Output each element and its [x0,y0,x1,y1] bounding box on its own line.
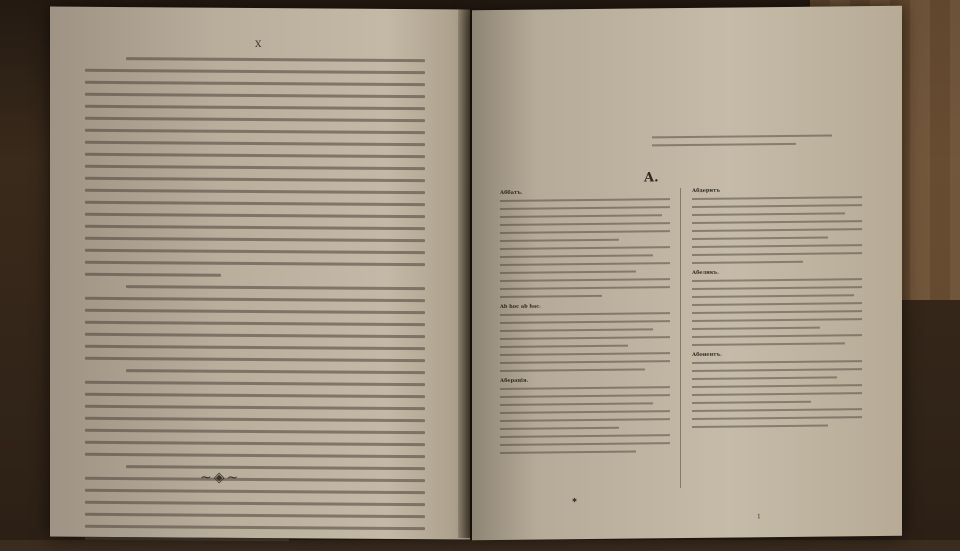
text-line [500,402,653,406]
text-line [85,153,425,158]
text-line [692,416,862,420]
text-line [126,285,425,290]
text-line [85,477,425,482]
text-line [692,318,862,322]
entry-headword: Абеликъ. [692,269,720,276]
text-line [126,369,425,374]
text-line [85,249,425,254]
text-line [85,273,221,277]
text-line [500,427,619,430]
text-line [692,401,811,404]
text-line [692,327,820,330]
ornament-divider: ~◈~ [200,469,241,486]
text-line [500,394,670,398]
text-line [692,376,837,380]
text-line [85,429,425,434]
text-line [500,360,670,364]
left-page-text [85,57,425,551]
text-line [500,246,670,250]
text-line [85,525,425,530]
column-divider [680,188,681,488]
left-page [50,7,470,540]
text-line [692,244,862,248]
open-book [40,8,940,543]
entry-headword: Аббатъ. [500,189,523,196]
text-line [500,418,670,422]
text-line [500,451,636,454]
text-line [692,220,862,224]
text-line [85,261,425,266]
text-line [500,198,670,202]
text-line [500,254,653,258]
text-line [692,342,845,346]
text-line [500,328,653,332]
text-line [85,81,425,86]
text-line [692,425,828,428]
text-line [85,225,425,230]
dictionary-column-right [692,186,862,434]
text-line [500,222,670,226]
text-line [500,336,670,340]
page-number: 1 [757,513,761,521]
text-line [85,141,425,146]
entry-headword: Абонентъ. [692,351,722,358]
text-line [85,309,425,314]
right-page [472,6,902,541]
text-line [126,465,425,470]
text-line [500,278,670,282]
entry-headword: Абдеритъ [692,187,721,194]
text-line [85,237,425,242]
entry-headword: Аберацiя. [500,377,529,384]
text-line [85,201,425,206]
text-line [500,312,670,316]
text-line [500,206,670,210]
text-line [85,501,425,506]
text-line [652,143,796,147]
text-line [500,214,662,218]
text-line [692,252,862,256]
section-letter: A. [644,170,659,186]
asterisk-mark: ✱ [572,497,578,505]
text-line [85,345,425,350]
text-line [85,129,425,134]
text-line [85,165,425,170]
text-line [500,271,636,274]
text-line [85,393,425,398]
epigraph [652,134,832,152]
text-line [85,177,425,182]
text-line [692,204,862,208]
text-line [85,357,425,362]
text-line [85,417,425,422]
text-line [500,262,670,266]
text-line [692,278,862,282]
text-line [85,105,425,110]
text-line [692,302,862,306]
text-line [85,405,425,410]
text-line [692,310,862,314]
text-line [500,434,670,438]
text-line [85,453,425,458]
text-line [692,237,828,240]
text-line [692,228,862,232]
text-line [500,286,670,290]
text-line [85,93,425,98]
text-line [652,134,832,138]
text-line [85,117,425,122]
text-line [692,212,845,216]
text-line [85,69,425,74]
entry-headword: Ab hoc ab hac. [500,303,542,310]
text-line [692,392,862,396]
text-line [692,360,862,364]
text-line [85,213,425,218]
text-line [500,386,670,390]
text-line [500,345,628,348]
text-line [85,381,425,386]
text-line [500,410,670,414]
text-line [500,352,670,356]
text-line [500,295,602,298]
text-line [85,441,425,446]
page-header: X [255,39,262,51]
text-line [692,368,862,372]
text-line [500,320,670,324]
text-line [692,334,862,338]
text-line [126,57,425,62]
text-line [500,368,645,372]
text-line [85,537,289,541]
text-line [85,321,425,326]
text-line [500,230,670,234]
dictionary-column-left [500,188,670,460]
text-line [85,489,425,494]
text-line [500,239,619,242]
text-line [692,261,803,264]
text-line [692,286,862,290]
text-line [85,513,425,518]
text-line [692,408,862,412]
text-line [692,294,854,298]
text-line [500,442,670,446]
text-line [692,384,862,388]
text-line [85,297,425,302]
text-line [85,189,425,194]
text-line [85,333,425,338]
text-line [692,196,862,200]
